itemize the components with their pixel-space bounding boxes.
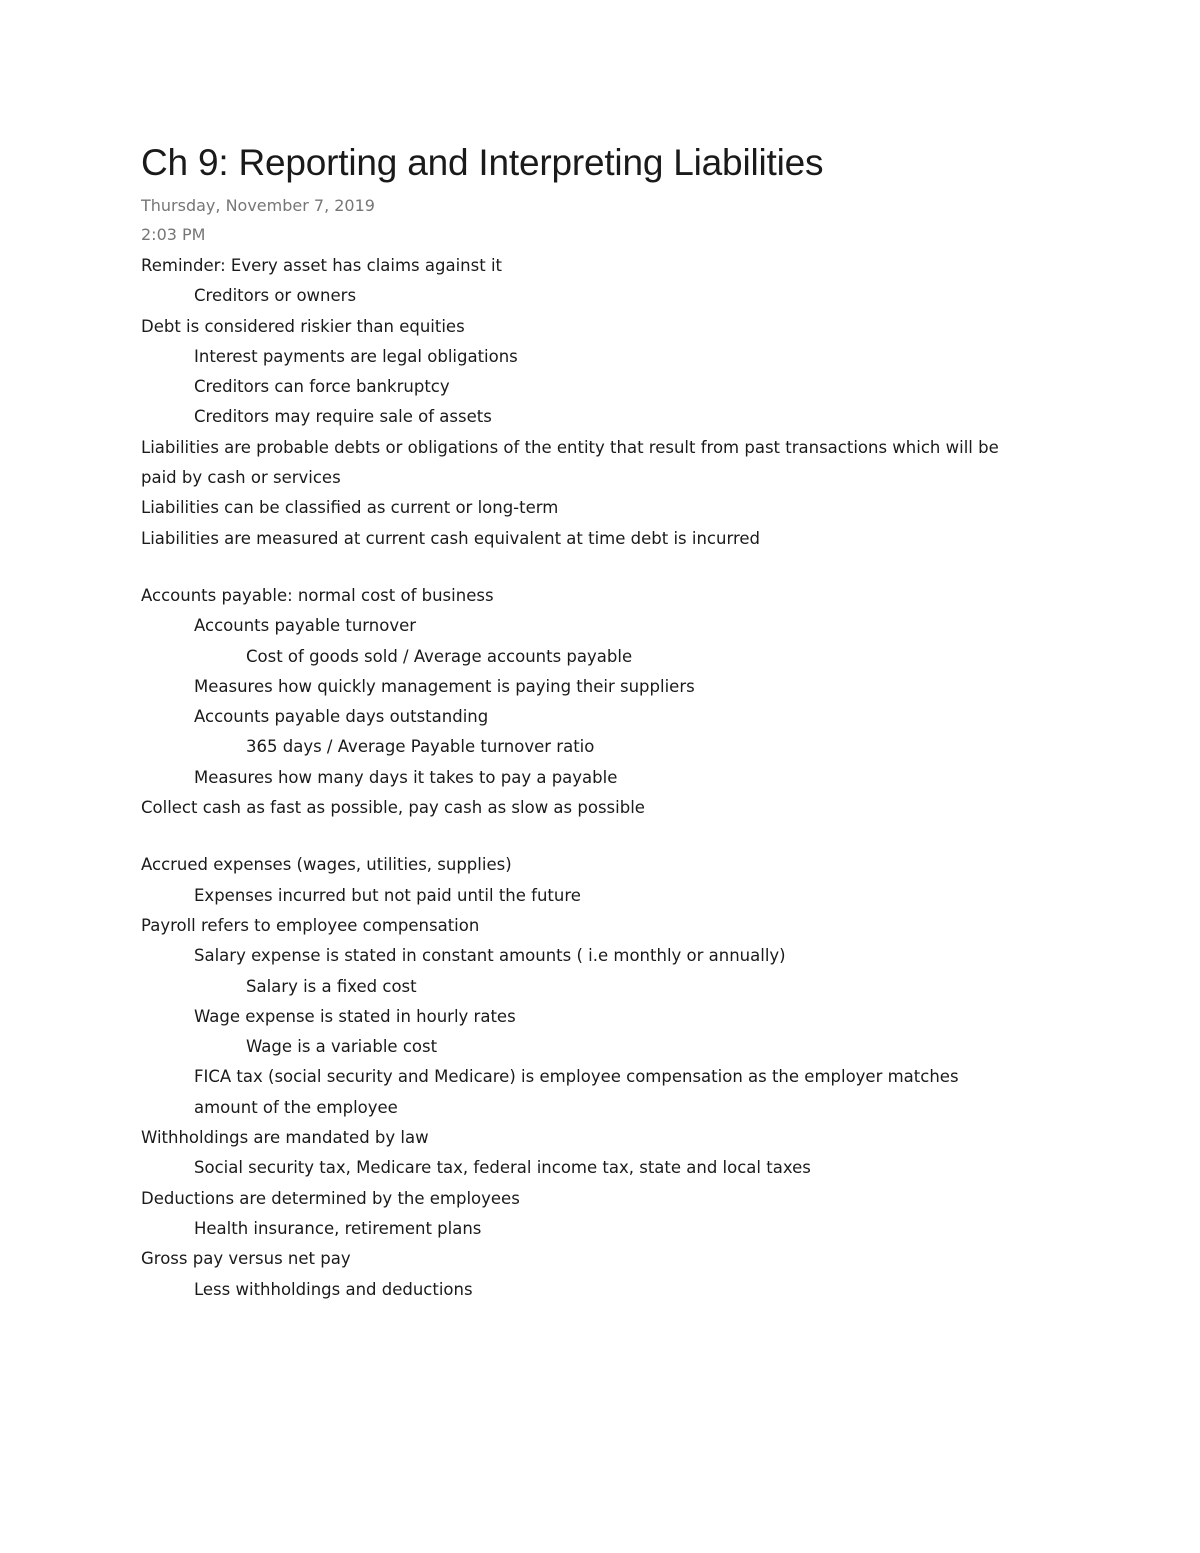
note-line: Social security tax, Medicare tax, federal income tax, state and local taxes xyxy=(194,1158,811,1178)
note-line: Measures how many days it takes to pay a payable xyxy=(194,767,618,787)
note-line: Debt is considered riskier than equities xyxy=(141,316,465,336)
note-line: Liabilities are measured at current cash equivalent at time debt is incurred xyxy=(141,528,760,548)
note-line: Measures how quickly management is paying their suppliers xyxy=(194,676,695,696)
note-line: Creditors or owners xyxy=(194,286,357,306)
note-line: Salary is a fixed cost xyxy=(246,976,417,996)
note-line: Accounts payable turnover xyxy=(194,616,417,636)
blank-line xyxy=(141,823,1061,850)
note-line: Less withholdings and deductions xyxy=(194,1279,473,1299)
note-line: amount of the employee xyxy=(194,1097,398,1117)
note-line: Collect cash as fast as possible, pay cash as slow as possible xyxy=(141,798,645,818)
note-line: Accounts payable days outstanding xyxy=(194,707,489,727)
blank-line xyxy=(141,554,1061,581)
note-line: 365 days / Average Payable turnover ratio xyxy=(246,737,595,757)
note-line: Payroll refers to employee compensation xyxy=(141,915,480,935)
note-line: Reminder: Every asset has claims against it xyxy=(141,256,502,275)
note-line: FICA tax (social security and Medicare) is employee compensation as the employer matches xyxy=(194,1067,959,1087)
note-body xyxy=(141,251,1061,1305)
note-line: Interest payments are legal obligations xyxy=(194,346,518,366)
note-line: paid by cash or services xyxy=(141,468,341,488)
note-line: Creditors can force bankruptcy xyxy=(194,377,450,397)
note-date: Thursday, November 7, 2019 xyxy=(141,196,375,215)
note-line: Wage expense is stated in hourly rates xyxy=(194,1006,516,1026)
note-line: Wage is a variable cost xyxy=(246,1037,438,1057)
note-line: Salary expense is stated in constant amounts ( i.e monthly or annually) xyxy=(194,946,786,966)
note-line: Expenses incurred but not paid until the future xyxy=(194,885,581,905)
note-line: Liabilities can be classified as current or long-term xyxy=(141,498,559,518)
note-line: Liabilities are probable debts or obligations of the entity that result from past transactions which will be xyxy=(141,437,999,457)
note-line: Cost of goods sold / Average accounts payable xyxy=(246,646,633,666)
note-line: Deductions are determined by the employees xyxy=(141,1188,520,1208)
note-line: Accrued expenses (wages, utilities, supplies) xyxy=(141,855,512,875)
note-line: Accounts payable: normal cost of business xyxy=(141,585,494,605)
page-title: Ch 9: Reporting and Interpreting Liabilities xyxy=(141,142,824,183)
note-line: Withholdings are mandated by law xyxy=(141,1128,429,1148)
note-line: Health insurance, retirement plans xyxy=(194,1218,482,1238)
note-line: Creditors may require sale of assets xyxy=(194,407,492,427)
note-time: 2:03 PM xyxy=(141,225,206,244)
note-line: Gross pay versus net pay xyxy=(141,1249,351,1269)
